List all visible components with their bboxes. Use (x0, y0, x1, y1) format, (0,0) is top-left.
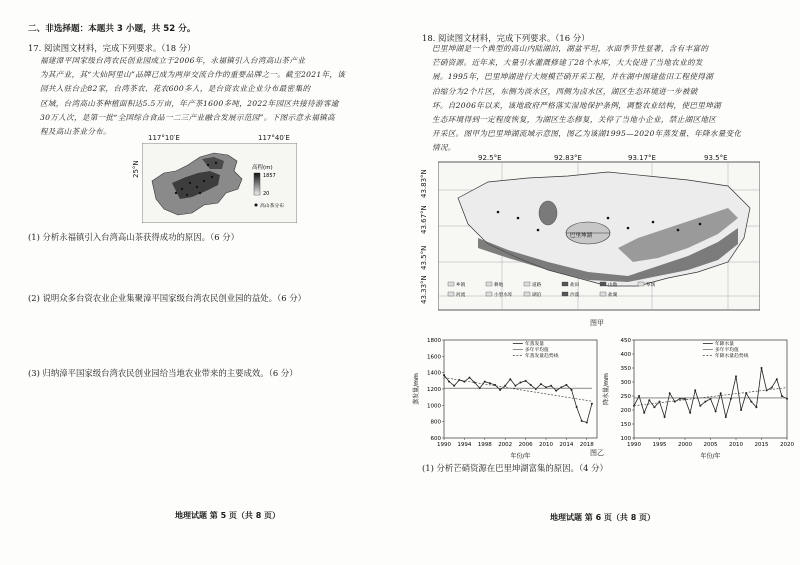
data-point (571, 389, 573, 391)
q18-paragraph-line: 生态环境得到一定程度恢复，为湖区生态修复，关停了当地小企业，禁止湖区地区 (432, 115, 717, 125)
evaporation-chart (410, 332, 605, 462)
legend-high: 1857 (263, 173, 276, 179)
right-page (400, 0, 800, 565)
right-footer: 地理试题 第 6 页（共 8 页） (550, 513, 656, 522)
legend-item: 高山茶分布 (260, 204, 284, 209)
legend-title: 高程(m) (252, 165, 273, 171)
map-lon-label: 92.83°E (554, 154, 582, 162)
x-axis-label: 年份/年 (510, 453, 531, 460)
data-point (443, 374, 445, 376)
map-legend-label: 山地 (608, 283, 618, 288)
data-point (694, 389, 696, 391)
map-legend-swatch (448, 282, 454, 286)
map-legend-swatch (600, 292, 606, 296)
data-point (525, 380, 527, 382)
map-legend-swatch (600, 282, 606, 286)
x-tick-label: 1990 (627, 442, 641, 448)
data-point (530, 384, 532, 386)
data-point (555, 390, 557, 392)
legend-label: 年蒸发量趋势线 (524, 354, 559, 359)
data-point (715, 410, 717, 412)
q17-paragraph-line: 福建漳平国家级台湾农民创业园成立于2006年，永福镇引入台湾高山茶产业 (40, 56, 306, 65)
data-point (586, 421, 588, 423)
map-legend-swatch (638, 282, 644, 286)
x-tick-label: 2006 (518, 442, 533, 448)
data-point (448, 381, 450, 383)
y-tick-label: 1000 (427, 403, 441, 410)
x-tick-label: 2010 (539, 442, 553, 448)
data-point (740, 409, 742, 411)
map-legend-label: 耕地 (494, 283, 504, 288)
data-point (504, 385, 506, 387)
series-line (634, 368, 787, 417)
q18-paragraph-line: 开采区。图甲为巴里坤湖流域示意图，图乙为该湖1995—2020年蒸发量、年降水量变化 (432, 129, 742, 139)
legend-label: 年降水量 (714, 342, 735, 347)
map-legend-label: 草场 (646, 283, 656, 288)
legend-label: 年蒸发量 (524, 342, 545, 347)
y-tick-label: 600 (430, 436, 441, 442)
x-tick-label: 2015 (754, 442, 769, 448)
series-line (444, 375, 592, 422)
x-tick-label: 2000 (678, 442, 692, 448)
data-point (704, 401, 706, 403)
map-legend-swatch (524, 282, 530, 286)
data-point (509, 378, 511, 380)
data-point (514, 385, 516, 387)
data-point (776, 378, 778, 380)
y-tick-label: 150 (620, 422, 631, 428)
data-point (648, 399, 650, 401)
map-lon-right: 117°40′E (258, 134, 290, 142)
y-axis-label: 蒸发量/mm (413, 373, 420, 405)
data-point (540, 383, 542, 385)
barkol-basin-map (438, 158, 760, 318)
map-lon-label: 93.17°E (628, 154, 656, 162)
data-point (484, 381, 486, 383)
data-point (669, 392, 671, 394)
data-point (643, 412, 645, 414)
map-legend-label: 小型水库 (494, 293, 513, 298)
plot-area (444, 340, 597, 438)
q18-paragraph-line: 泊缩分为2个片区，东侧为淡水区，西侧为卤水区，湖区生态环境进一步被破 (432, 86, 698, 96)
map-caption: 图甲 (590, 319, 604, 327)
map-legend-label: 盐田 (570, 283, 580, 288)
data-point (591, 403, 593, 405)
data-point (735, 375, 737, 377)
y-tick-label: 450 (620, 338, 631, 344)
map-lat-label: 43.33°N (420, 275, 428, 304)
data-point (576, 406, 578, 408)
map-legend-swatch (562, 292, 568, 296)
x-tick-label: 1998 (477, 442, 492, 448)
q17-paragraph-line: 为其产业，其“大仙阿里山”品牌已成为两岸交流合作的重要品牌之一。截至2021年，该 (40, 70, 346, 80)
data-point (699, 405, 701, 407)
x-tick-label: 2020 (780, 442, 794, 448)
q18-paragraph-line: 展。1995年，巴里坤湖进行大规模芒硝开采工程，并在湖中围建盐田工程使得湖 (432, 72, 714, 82)
map-legend-label: 道路 (532, 283, 542, 288)
q17-paragraph-line: 程及高山茶业分布。 (40, 127, 112, 137)
map-lon-left: 117°10′E (148, 134, 180, 142)
legend-label: 多年平均值 (714, 348, 739, 353)
y-tick-label: 300 (620, 380, 631, 386)
x-tick-label: 2002 (498, 442, 513, 448)
q18-paragraph-line: 坏。自2006年以来，该地政府严格落实湿地保护条例，调整农业结构，使巴里坤湖 (432, 100, 721, 110)
q18-paragraph-line: 情况。 (432, 143, 456, 153)
map-lat-label: 25°N (132, 160, 140, 178)
data-point (489, 382, 491, 384)
precipitation-chart (600, 332, 795, 462)
x-tick-label: 1995 (652, 442, 667, 448)
series-line (634, 388, 787, 406)
map-legend-swatch (524, 292, 530, 296)
map-lon-label: 92.5°E (478, 154, 502, 162)
y-tick-label: 250 (620, 394, 631, 400)
y-tick-label: 200 (620, 408, 631, 414)
data-point (565, 384, 567, 386)
y-tick-label: 1400 (427, 370, 441, 377)
lake-label: 巴里坤湖 (570, 233, 593, 239)
map-lon-label: 93.5°E (704, 154, 728, 162)
x-axis-label: 年份/年 (700, 453, 721, 460)
left-footer: 地理试题 第 5 页（共 8 页） (175, 511, 281, 520)
data-point (750, 401, 752, 403)
q17-sub2: (2) 说明众多台资农业企业集聚漳平国家级台湾农民创业园的益处。（6 分） (28, 293, 306, 303)
y-tick-label: 100 (620, 436, 631, 442)
charts-caption: 图乙 (590, 449, 604, 457)
map-legend-swatch (486, 292, 492, 296)
q17-paragraph (40, 54, 380, 139)
data-point (653, 406, 655, 408)
y-tick-label: 1800 (427, 338, 441, 344)
y-axis-label: 降水量/mm (603, 373, 610, 405)
data-point (725, 416, 727, 418)
q17-paragraph-line: 30万人次，是第一批“全国综合食品一二三产业融合发展示范园”。下图示意永福镇高 (40, 112, 335, 122)
q17-sub3: (3) 归纳漳平国家级台湾农民创业园给当地农业带来的主要成效。（6 分） (28, 368, 298, 378)
map-legend-label: 河流 (456, 293, 466, 298)
x-tick-label: 1990 (437, 442, 451, 448)
section-title: 二、非选择题：本题共 3 小题，共 52 分。 (28, 24, 196, 34)
legend-low: 20 (263, 191, 270, 197)
map-legend-label: 盐湖 (608, 293, 618, 298)
data-point (664, 416, 666, 418)
data-point (755, 406, 757, 408)
map-legend-label: 沙漠 (570, 293, 580, 298)
q17-paragraph-line: 园共入驻台企82家，台湾茶农、花农600多人，是台资农业企业分布最密集的 (40, 84, 311, 94)
y-tick-label: 1200 (427, 387, 441, 393)
y-tick-label: 800 (430, 419, 441, 426)
data-point (469, 377, 471, 379)
series-line (444, 378, 592, 402)
data-point (638, 395, 640, 397)
map-lat-label: 43.67°N (420, 205, 428, 234)
map-lat-label: 43.83°N (420, 169, 428, 198)
map-legend-swatch (448, 292, 454, 296)
x-tick-label: 2005 (703, 442, 718, 448)
data-point (499, 389, 501, 391)
map-legend-swatch (486, 282, 492, 286)
map-legend-label: 乡镇 (456, 283, 466, 288)
data-point (659, 401, 661, 403)
q18-paragraph (432, 42, 782, 156)
data-point (581, 420, 583, 422)
y-tick-label: 1600 (427, 354, 441, 361)
plot-area (634, 340, 787, 438)
legend-label: 多年平均值 (524, 348, 549, 353)
q18-header: 18. 阅读图文材料，完成下列要求。（16 分） (422, 33, 590, 43)
q18-paragraph-line: 芒硝资源。近年来，大量引水灌溉修建了28个水库，大大促进了当地农业的发 (432, 58, 703, 68)
q17-header: 17. 阅读图文材料，完成下列要求。（18 分） (28, 43, 196, 53)
x-tick-label: 2010 (729, 442, 743, 448)
q17-sub1: (1) 分析永福镇引入台湾高山茶获得成功的原因。（6 分） (28, 232, 239, 242)
data-point (720, 392, 722, 394)
q17-paragraph-line: 区域，台湾高山茶种植面积达5.5万亩，年产茶1600多吨，2022年园区共接待游客逾 (40, 98, 339, 108)
yongfu-elevation-map (142, 143, 297, 223)
data-point (781, 395, 783, 397)
q18-paragraph-line: 巴里坤湖是一个典型的高山内陆湖泊，湖盆平坦，水面季节性显著，含有丰富的 (432, 44, 709, 53)
legend-label: 年降水量趋势线 (714, 354, 749, 359)
data-point (550, 385, 552, 387)
data-point (761, 367, 763, 369)
x-tick-label: 2014 (559, 442, 574, 448)
data-point (520, 381, 522, 383)
x-tick-label: 1994 (457, 442, 472, 448)
x-tick-label: 2018 (579, 442, 594, 448)
data-point (771, 387, 773, 389)
map-legend-label: 湖泊 (532, 293, 542, 298)
data-point (453, 385, 455, 387)
y-tick-label: 350 (620, 366, 631, 372)
y-tick-label: 400 (620, 352, 631, 358)
data-point (689, 412, 691, 414)
map-lat-label: 43.5°N (420, 245, 428, 270)
q18-sub1: (1) 分析芒硝资源在巴里坤湖富集的原因。（4 分） (422, 463, 608, 473)
map-legend-swatch (562, 282, 568, 286)
